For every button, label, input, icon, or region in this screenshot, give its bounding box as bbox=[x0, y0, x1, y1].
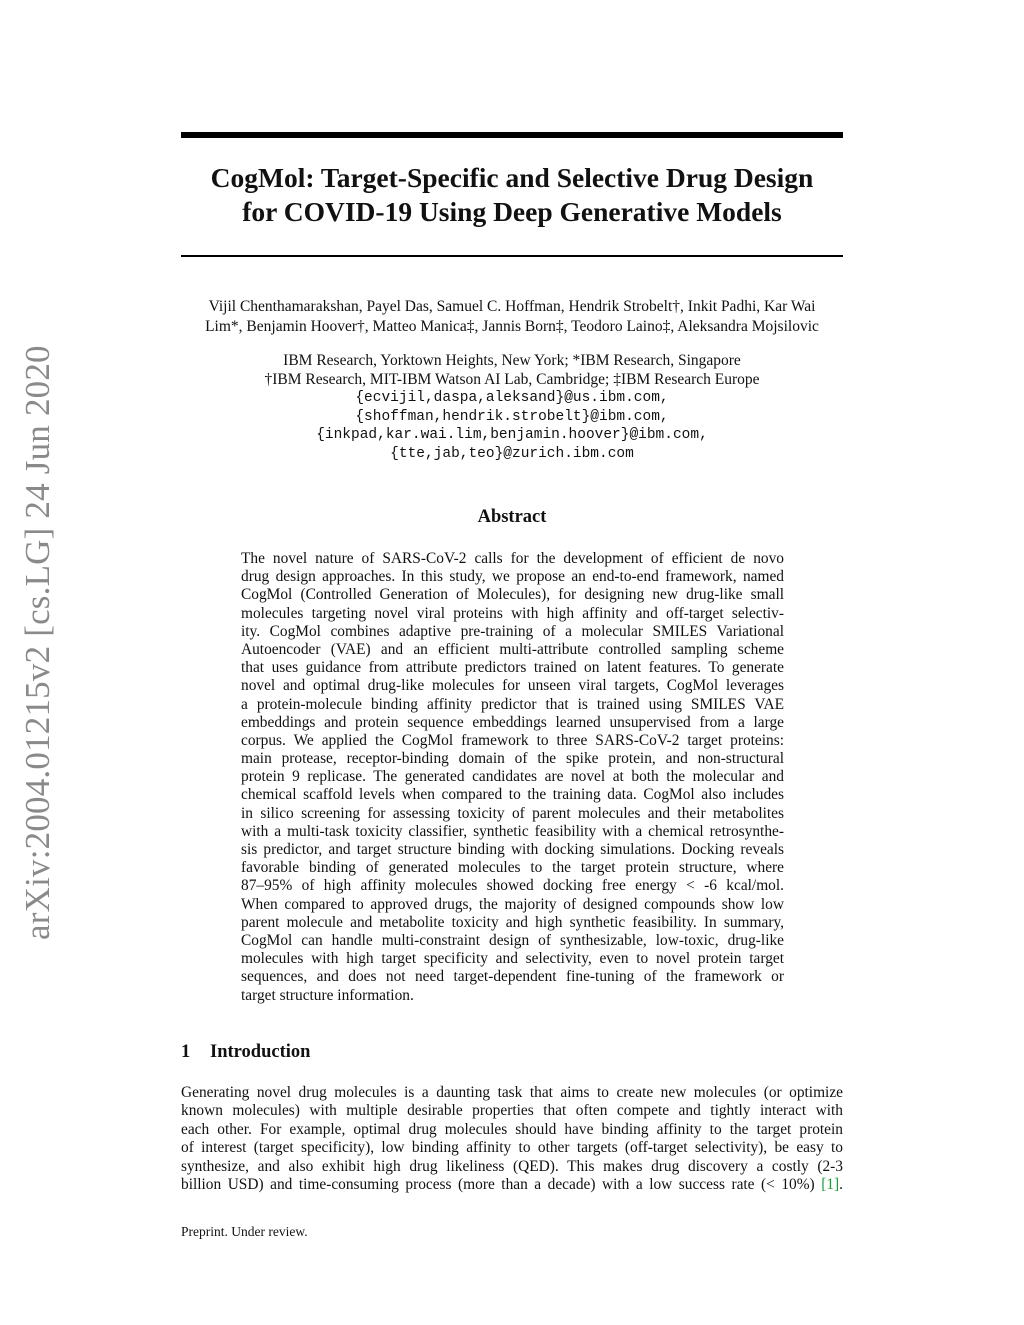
email-line[interactable]: {shoffman,hendrik.strobelt}@ibm.com, bbox=[355, 408, 669, 425]
abstract-line: sis predictor, and target structure binding with docking simulations. Docking reveals bbox=[241, 841, 784, 858]
author-list bbox=[150, 297, 874, 337]
paper-title bbox=[181, 161, 843, 229]
citation-link[interactable]: [1] bbox=[821, 1175, 840, 1193]
abstract-body bbox=[241, 550, 784, 1005]
abstract-line: parent molecule and metabolite toxicity and high synthetic feasibility. In summary, bbox=[241, 913, 784, 931]
abstract-line: main protease, receptor-binding domain of the spike protein, and non-structural bbox=[241, 750, 784, 768]
section-number: 1 bbox=[181, 1042, 191, 1062]
abstract-line: ity. CogMol combines adaptive pre-training of a molecular SMILES Variational bbox=[241, 622, 784, 640]
title-line: for COVID-19 Using Deep Generative Models bbox=[242, 196, 782, 227]
abstract-heading: Abstract bbox=[477, 507, 547, 527]
intro-line: synthesize, and also exhibit high drug likeliness (QED). This makes drug discovery a costly (2-3 bbox=[181, 1157, 843, 1175]
title-line: CogMol: Target-Specific and Selective Drug Design bbox=[210, 162, 814, 193]
abstract-line: When compared to approved drugs, the majority of designed compounds show low bbox=[241, 895, 784, 913]
intro-line: each other. For example, optimal drug molecules should have binding affinity to the target protein bbox=[181, 1120, 843, 1138]
intro-period: . bbox=[839, 1175, 843, 1193]
title-rule-bottom bbox=[181, 255, 843, 257]
author-line: Vijil Chenthamarakshan, Payel Das, Samuel C. Hoffman, Hendrik Strobelt†, Inkit Padhi, Kar Wai bbox=[208, 298, 816, 315]
email-line[interactable]: {ecvijil,daspa,aleksand}@us.ibm.com, bbox=[355, 390, 669, 406]
intro-line-last bbox=[181, 1176, 843, 1194]
introduction-body bbox=[181, 1084, 843, 1194]
abstract-line: sequences, and does not need target-dependent fine-tuning of the framework or bbox=[241, 968, 784, 986]
section-heading-introduction bbox=[181, 1042, 310, 1063]
abstract-line: molecules with high target specificity and selectivity, even to novel protein target bbox=[241, 950, 784, 968]
affiliation-line: †IBM Research, MIT-IBM Watson AI Lab, Cambridge; ‡IBM Research Europe bbox=[264, 370, 760, 388]
intro-line-text: billion USD) and time-consuming process (more than a decade) with a low success rate (< 10%) bbox=[181, 1175, 815, 1193]
abstract-line: a protein-molecule binding affinity predictor that is trained using SMILES VAE bbox=[241, 695, 784, 713]
abstract-line: CogMol can handle multi-constraint design of synthesizable, low-toxic, drug-like bbox=[241, 931, 784, 949]
section-title: Introduction bbox=[210, 1042, 311, 1062]
abstract-line: that uses guidance from attribute predictors trained on latent features. To generate bbox=[241, 659, 784, 677]
abstract-line: favorable binding of generated molecules to the target protein structure, where bbox=[241, 859, 784, 877]
abstract-line: embeddings and protein sequence embeddings learned unsupervised from a large bbox=[241, 713, 784, 731]
abstract-line: Autoencoder (VAE) and an efficient multi-attribute controlled sampling scheme bbox=[241, 640, 784, 658]
author-line: Lim*, Benjamin Hoover†, Matteo Manica‡, Jannis Born‡, Teodoro Laino‡, Aleksandra Mojsilovic bbox=[205, 318, 819, 335]
abstract-line: in silico screening for assessing toxicity of parent molecules and their metabolites bbox=[241, 804, 784, 822]
abstract-line: drug design approaches. In this study, we propose an end-to-end framework, named bbox=[241, 568, 784, 586]
email-line[interactable]: {inkpad,kar.wai.lim,benjamin.hoover}@ibm.com, bbox=[316, 427, 708, 443]
footer-note: Preprint. Under review. bbox=[181, 1224, 308, 1239]
intro-line: Generating novel drug molecules is a daunting task that aims to create new molecules (or optimize bbox=[181, 1084, 843, 1101]
affiliations bbox=[150, 352, 874, 463]
abstract-line: novel and optimal drug-like molecules for unseen viral targets, CogMol leverages bbox=[241, 677, 784, 695]
intro-line: known molecules) with multiple desirable properties that often compete and tightly interact with bbox=[181, 1102, 843, 1120]
abstract-line: molecules targeting novel viral proteins with high affinity and off-target selectiv- bbox=[241, 604, 784, 622]
email-line[interactable]: {tte,jab,teo}@zurich.ibm.com bbox=[390, 445, 634, 462]
abstract-line: corpus. We applied the CogMol framework to three SARS-CoV-2 target proteins: bbox=[241, 731, 784, 749]
affiliation-line: IBM Research, Yorktown Heights, New York; *IBM Research, Singapore bbox=[283, 352, 741, 369]
abstract-line: protein 9 replicase. The generated candidates are novel at both the molecular and bbox=[241, 768, 784, 786]
abstract-line: chemical scaffold levels when compared to the training data. CogMol also includes bbox=[241, 786, 784, 804]
intro-line: of interest (target specificity), low binding affinity to other targets (off-target selectivity), be easy to bbox=[181, 1139, 843, 1157]
abstract-line: with a multi-task toxicity classifier, synthetic feasibility with a chemical retrosynthe- bbox=[241, 822, 784, 840]
title-rule-top bbox=[181, 132, 843, 138]
abstract-line: target structure information. bbox=[241, 986, 414, 1004]
abstract-line: The novel nature of SARS-CoV-2 calls for the development of efficient de novo bbox=[241, 550, 784, 567]
abstract-line: CogMol (Controlled Generation of Molecules), for designing new drug-like small bbox=[241, 586, 784, 604]
arxiv-stamp: arXiv:2004.01215v2 [cs.LG] 24 Jun 2020 bbox=[18, 345, 57, 940]
abstract-line: 87–95% of high affinity molecules showed docking free energy < -6 kcal/mol. bbox=[241, 877, 784, 895]
